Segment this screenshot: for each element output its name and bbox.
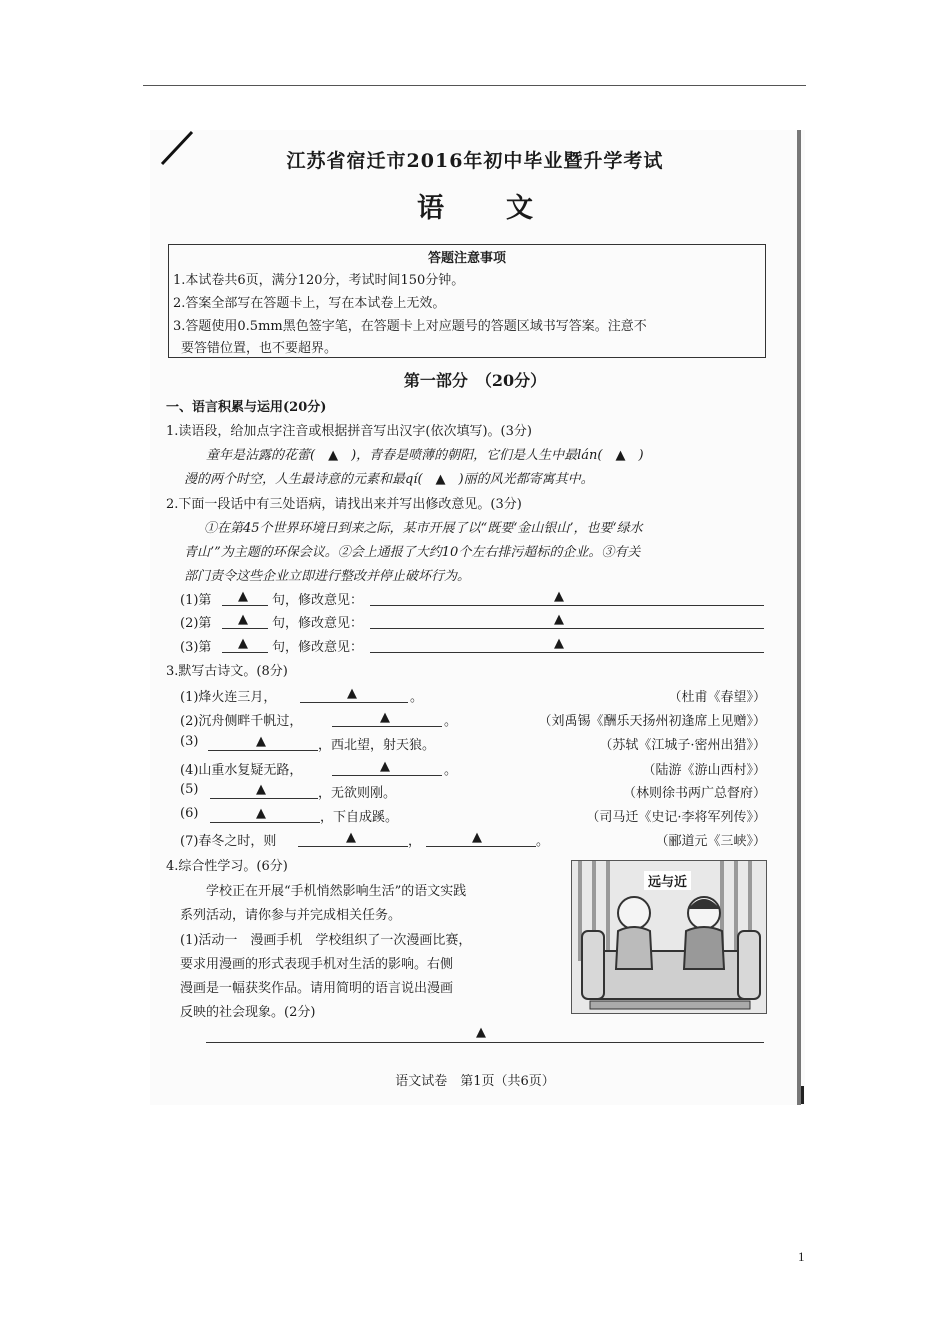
blank-line xyxy=(210,798,318,799)
blank-line xyxy=(222,652,268,653)
blank-line xyxy=(298,846,408,847)
answer-line xyxy=(206,1042,764,1043)
subject-title: 语文 xyxy=(417,193,595,224)
page-number: 1 xyxy=(798,1249,805,1264)
poem-line-pre: (2)沉舟侧畔千帆过， xyxy=(180,714,303,729)
answer-label: (3)第 xyxy=(180,640,212,655)
blank-marker: ▲ xyxy=(472,830,482,845)
q4-activity: 漫画是一幅获奖作品。请用简明的语言说出漫画 xyxy=(180,981,454,996)
top-rule xyxy=(143,85,806,86)
q4-activity: (1)活动一 漫画手机 学校组织了一次漫画比赛， xyxy=(180,933,472,948)
blank-marker: ▲ xyxy=(554,589,564,604)
poem-line-pre: (6) xyxy=(180,806,199,821)
exam-title: 江苏省宿迁市2016年初中毕业暨升学考试 xyxy=(286,150,664,172)
poem-line-post: 。 xyxy=(410,690,424,705)
poem-source: （郦道元《三峡》） xyxy=(655,834,766,849)
notice-item: 要答错位置，也不要超界。 xyxy=(181,341,338,356)
poem-line-post: 。 xyxy=(444,714,458,729)
poem-line-post: ，无欲则刚。 xyxy=(318,786,397,801)
blank-line xyxy=(222,628,268,629)
q1-line: 童年是沾露的花蕾( ▲ )，青春是喷薄的朝阳，它们是人生中最lán( ▲ ) xyxy=(206,448,644,463)
poem-line-post: 。 xyxy=(444,763,458,778)
blank-marker: ▲ xyxy=(380,759,390,774)
q4-intro: 系列活动，请你参与并完成相关任务。 xyxy=(180,908,402,923)
poem-line-pre: (5) xyxy=(180,782,199,797)
scan-edge-mark xyxy=(801,1086,804,1104)
notice-item: 1.本试卷共6页，满分120分，考试时间150分钟。 xyxy=(173,273,465,288)
notice-title: 答题注意事项 xyxy=(427,251,506,266)
blank-line xyxy=(370,605,764,606)
blank-line xyxy=(210,822,320,823)
blank-marker: ▲ xyxy=(346,830,356,845)
section-title: 一、语言积累与运用(20分) xyxy=(166,400,327,415)
answer-mid: 句，修改意见： xyxy=(272,616,364,631)
notice-item: 2.答案全部写在答题卡上，写在本试卷上无效。 xyxy=(173,296,446,311)
q4-activity: 反映的社会现象。(2分) xyxy=(180,1005,316,1020)
poem-source: （司马迁《史记·李将军列传》） xyxy=(586,810,766,825)
poem-source: （林则徐书两广总督府） xyxy=(622,786,766,801)
q4-activity: 要求用漫画的形式表现手机对生活的影响。右侧 xyxy=(180,957,454,972)
blank-line xyxy=(426,846,536,847)
scan-right-edge xyxy=(797,130,801,1105)
blank-line xyxy=(332,726,442,727)
notice-box xyxy=(168,244,766,358)
part-title: 第一部分 （20分） xyxy=(403,371,547,390)
poem-line-post: ，下自成蹊。 xyxy=(320,810,399,825)
blank-marker: ▲ xyxy=(380,710,390,725)
cartoon-image xyxy=(571,860,767,1014)
poem-line-post: 。 xyxy=(536,834,550,849)
poem-line-pre: (3) xyxy=(180,734,199,749)
q2-line: ①在第45个世界环境日到来之际，某市开展了以“既要‘金山银山’，也要‘绿水 xyxy=(204,521,643,536)
q4-stem: 4.综合性学习。(6分) xyxy=(166,859,288,874)
q3-stem: 3.默写古诗文。(8分) xyxy=(166,664,288,679)
blank-marker: ▲ xyxy=(347,686,357,701)
answer-label: (1)第 xyxy=(180,593,212,608)
blank-line xyxy=(208,750,318,751)
blank-marker: ▲ xyxy=(256,734,266,749)
poem-line-mid: ， xyxy=(408,834,422,849)
blank-line xyxy=(300,702,408,703)
poem-source: （苏轼《江城子·密州出猎》） xyxy=(599,738,766,753)
answer-mid: 句，修改意见： xyxy=(272,640,364,655)
blank-marker: ▲ xyxy=(554,636,564,651)
q4-intro: 学校正在开展“手机悄然影响生活”的语文实践 xyxy=(206,884,467,899)
answer-label: (2)第 xyxy=(180,616,212,631)
notice-item: 3.答题使用0.5mm黑色签字笔，在答题卡上对应题号的答题区域书写答案。注意不 xyxy=(173,319,647,334)
blank-marker: ▲ xyxy=(256,782,266,797)
blank-marker: ▲ xyxy=(554,612,564,627)
blank-marker: ▲ xyxy=(256,806,266,821)
q2-line: 青山’”为主题的环保会议。②会上通报了大约10个左右排污超标的企业。③有关 xyxy=(184,545,641,560)
blank-marker: ▲ xyxy=(238,636,248,651)
poem-line-pre: (4)山重水复疑无路， xyxy=(180,763,303,778)
poem-source: （杜甫《春望》） xyxy=(668,690,766,705)
page-footer: 语文试卷 第1页（共6页） xyxy=(395,1074,555,1089)
cartoon-caption: 远与近 xyxy=(644,871,691,890)
poem-line-pre: (1)烽火连三月， xyxy=(180,690,277,705)
poem-source: （刘禹锡《酬乐天扬州初逢席上见赠》） xyxy=(538,714,766,729)
q1-line: 漫的两个时空，人生最诗意的元素和最qí( ▲ )丽的风光都寄寓其中。 xyxy=(184,472,594,487)
poem-line-post: ，西北望，射天狼。 xyxy=(318,738,436,753)
blank-line xyxy=(222,605,268,606)
blank-line xyxy=(370,628,764,629)
blank-line xyxy=(332,775,442,776)
blank-line xyxy=(370,652,764,653)
answer-mid: 句，修改意见： xyxy=(272,593,364,608)
poem-source: （陆游《游山西村》） xyxy=(642,763,766,778)
blank-marker: ▲ xyxy=(238,612,248,627)
q2-line: 部门责令这些企业立即进行整改并停止破坏行为。 xyxy=(184,569,471,584)
q2-stem: 2.下面一段话中有三处语病，请找出来并写出修改意见。(3分) xyxy=(166,497,522,512)
blank-marker: ▲ xyxy=(476,1025,486,1040)
q1-stem: 1.读语段，给加点字注音或根据拼音写出汉字(依次填写)。(3分) xyxy=(166,424,532,439)
poem-line-pre: (7)春冬之时，则 xyxy=(180,834,277,849)
blank-marker: ▲ xyxy=(238,589,248,604)
